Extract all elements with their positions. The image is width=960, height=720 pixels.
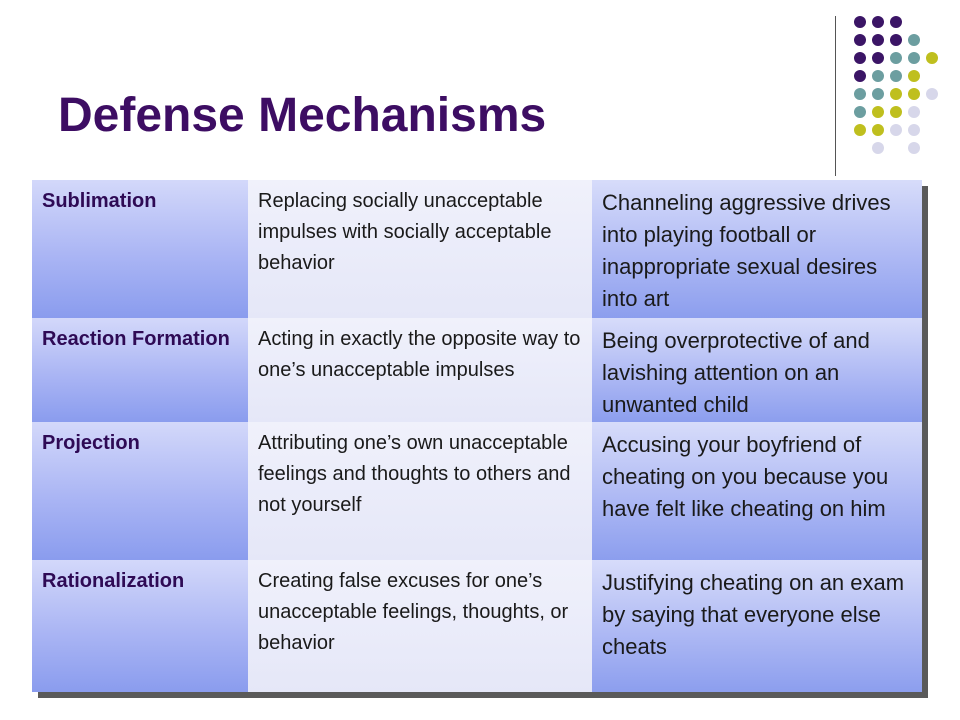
slide-title: Defense Mechanisms <box>58 89 547 142</box>
decorative-dot <box>854 106 866 118</box>
defense-mechanisms-table <box>32 180 922 692</box>
decorative-dot <box>854 70 866 82</box>
decorative-dot <box>872 52 884 64</box>
decorative-dot <box>854 52 866 64</box>
term-cell: Reaction Formation <box>32 318 248 422</box>
decorative-dot <box>872 142 884 154</box>
definition-cell: Attributing one’s own unacceptable feelings and thoughts to others and not yourself <box>248 422 592 560</box>
definition-cell: Creating false excuses for one’s unacceptable feelings, thoughts, or behavior <box>248 560 592 692</box>
example-cell: Accusing your boyfriend of cheating on you because you have felt like cheating on him <box>592 422 922 560</box>
decorative-dot <box>908 124 920 136</box>
term-cell: Rationalization <box>32 560 248 692</box>
decorative-dot <box>890 106 902 118</box>
decorative-dot <box>890 16 902 28</box>
decorative-dot <box>908 34 920 46</box>
decorative-divider-line <box>835 16 836 176</box>
decorative-dot <box>926 52 938 64</box>
example-cell: Justifying cheating on an exam by saying that everyone else cheats <box>592 560 922 692</box>
decorative-dot <box>890 70 902 82</box>
decorative-dot <box>872 124 884 136</box>
decorative-dot <box>908 70 920 82</box>
decorative-dot <box>908 142 920 154</box>
decorative-dot <box>854 34 866 46</box>
decorative-dot <box>872 16 884 28</box>
decorative-dot <box>908 88 920 100</box>
decorative-dot <box>926 88 938 100</box>
decorative-dot <box>872 106 884 118</box>
decorative-dot <box>890 124 902 136</box>
decorative-dot <box>890 52 902 64</box>
definition-cell: Acting in exactly the opposite way to one’s unacceptable impulses <box>248 318 592 422</box>
decorative-dot <box>890 34 902 46</box>
decorative-dot <box>854 124 866 136</box>
example-cell: Being overprotective of and lavishing attention on an unwanted child <box>592 318 922 422</box>
example-cell: Channeling aggressive drives into playing football or inappropriate sexual desires into art <box>592 180 922 318</box>
decorative-dot <box>872 88 884 100</box>
decorative-dot <box>854 88 866 100</box>
decorative-dot <box>872 70 884 82</box>
decorative-dot <box>890 88 902 100</box>
decorative-dot <box>908 106 920 118</box>
term-cell: Sublimation <box>32 180 248 318</box>
term-cell: Projection <box>32 422 248 560</box>
decorative-dot <box>908 52 920 64</box>
decorative-dot <box>872 34 884 46</box>
decorative-dot <box>854 16 866 28</box>
definition-cell: Replacing socially unacceptable impulses with socially acceptable behavior <box>248 180 592 318</box>
